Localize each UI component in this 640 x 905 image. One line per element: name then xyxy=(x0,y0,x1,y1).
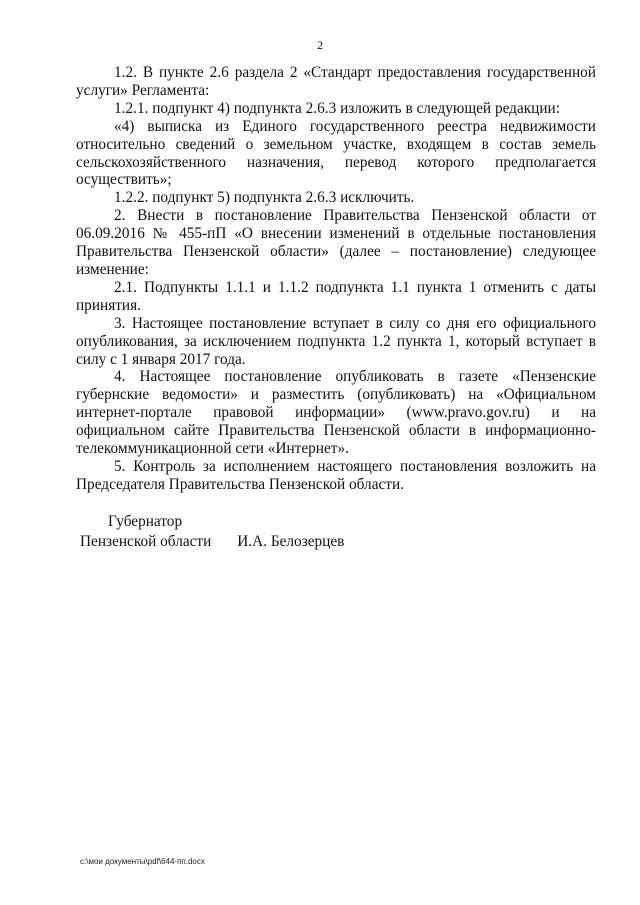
paragraph-2-1: 2.1. Подпункты 1.1.1 и 1.1.2 подпункта 1.1 пункта 1 отменить с даты принятия. xyxy=(76,278,596,314)
signature-name: И.А. Белозерцев xyxy=(237,533,345,550)
paragraph-3: 3. Настоящее постановление вступает в силу со дня его официального опубликования, за исключением подпункта 1.2 пункта 1, который вступает в силу с 1 января 2017 года. xyxy=(76,314,596,368)
paragraph-1-2: 1.2. В пункте 2.6 раздела 2 «Стандарт предоставления государственной услуги» Регламента: xyxy=(76,64,596,99)
paragraph-1-2-2: 1.2.2. подпункт 5) подпункта 2.6.3 исключить. xyxy=(114,189,415,207)
signature-region: Пензенской области xyxy=(80,533,212,550)
paragraph-5: 5. Контроль за исполнением настоящего постановления возложить на Председателя Правительства Пензенской области. xyxy=(76,457,596,493)
signature-position: Губернатор xyxy=(108,513,183,530)
paragraph-4: 4. Настоящее постановление опубликовать в газете «Пензенские губернские ведомости» и разместить (опубликовать) на «Официальном интернет-портале правовой информации» (www.pravo.gov.ru) и на официальном сайте Правительства Пензенской области в информационно-телекоммуникационной сети «Интернет». xyxy=(76,368,596,458)
file-path-footer: c:\мои документы\pdf\644-пп.docx xyxy=(80,857,205,866)
paragraph-quote-4: «4) выписка из Единого государственного реестра недвижимости относительно сведений о земельном участке, входящем в состав земель сельскохозяйственного назначения, перевод которого предполагается осуществить»; xyxy=(76,117,596,189)
document-body xyxy=(76,64,596,494)
paragraph-2: 2. Внести в постановление Правительства Пензенской области от 06.09.2016 № 455-пП «О внесении изменений в отдельные постановления Правительства Пензенской области» (далее – постановление) следующее изменение: xyxy=(76,207,596,278)
paragraph-1-2-1: 1.2.1. подпункт 4) подпункта 2.6.3 изложить в следующей редакции: xyxy=(114,99,560,117)
signature-line xyxy=(80,532,344,552)
page-number: 2 xyxy=(317,38,323,52)
signature-block xyxy=(80,512,344,552)
